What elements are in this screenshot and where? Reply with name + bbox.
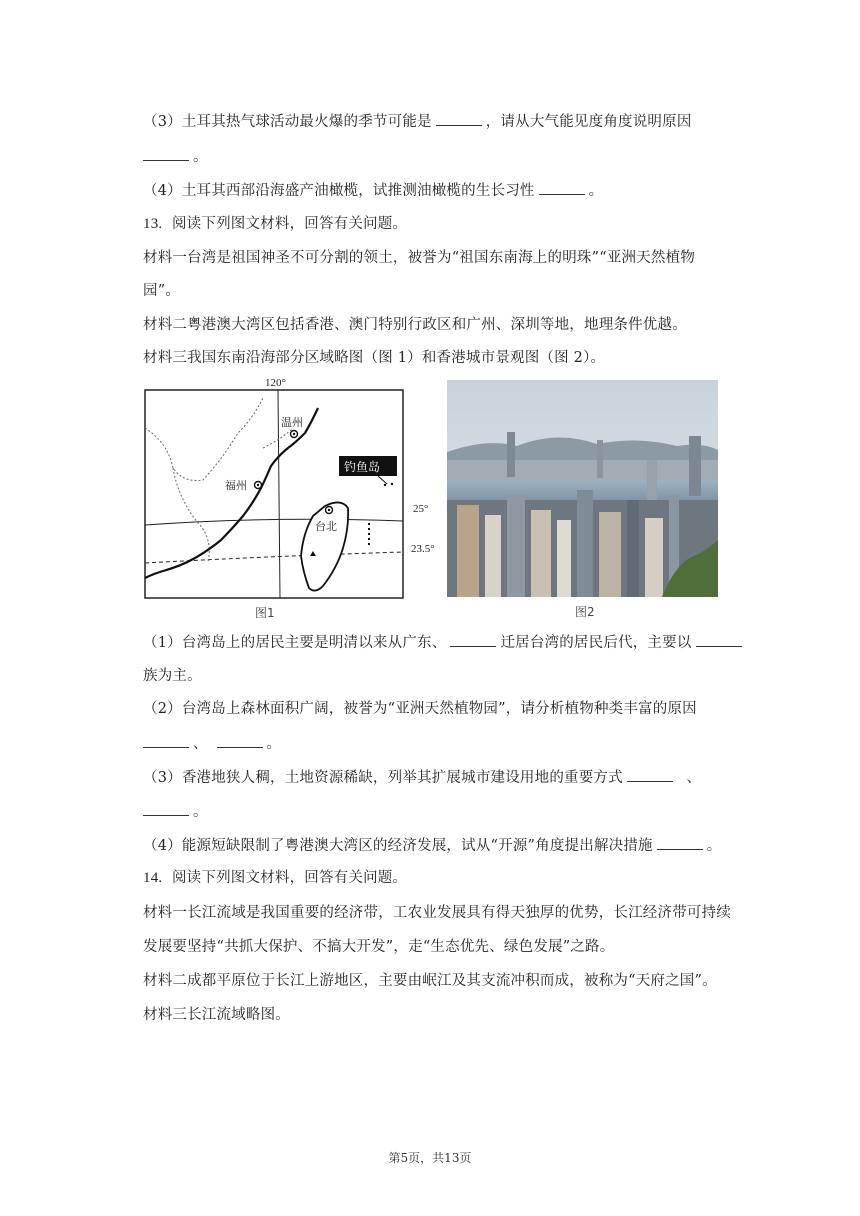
q13-part2-cont: 、 。: [143, 734, 281, 754]
answer-blank[interactable]: [143, 734, 189, 748]
hongkong-skyline-photo: [447, 380, 718, 620]
answer-blank[interactable]: [539, 181, 585, 195]
q13-material1-cont: 园”。: [143, 283, 181, 299]
answer-blank[interactable]: [143, 802, 189, 816]
q13-part2: （2）台湾岛上森林面积广阔，被誉为“亚洲天然植物园”，请分析植物种类丰富的原因: [143, 701, 697, 717]
q13-material1: 材料一台湾是祖国神圣不可分割的领土，被誉为“祖国东南海上的明珠”“亚洲天然植物: [143, 250, 696, 266]
q13-material2: 材料二粤港澳大湾区包括香港、澳门特别行政区和广州、深圳等地，地理条件优越。: [143, 317, 687, 333]
southeast-coast-map: [143, 388, 406, 620]
q12-part3: （3）土耳其热气球活动最火爆的季节可能是 ，请从大气能见度角度说明原因: [143, 114, 692, 130]
q13-part4: （4）能源短缺限制了粤港澳大湾区的经济发展，试从“开源”角度提出解决措施 。: [143, 838, 722, 854]
latitude-235-label: 23.5°: [411, 543, 435, 555]
q13-header: 13. 阅读下列图文材料，回答有关问题。: [143, 216, 408, 232]
q14-material1: 材料一长江流域是我国重要的经济带，工农业发展具有得天独厚的优势，长江经济带可持续: [143, 905, 731, 921]
q12-part4: （4）土耳其西部沿海盛产油橄榄，试推测油橄榄的生长习性 。: [143, 183, 604, 199]
q13-part1-cont: 族为主。: [143, 668, 202, 684]
city-label: 福州: [225, 479, 247, 492]
q14-material3: 材料三长江流域略图。: [143, 1007, 290, 1023]
page-footer: 第5页，共13页: [388, 1151, 472, 1165]
answer-blank[interactable]: [143, 147, 189, 161]
figure-caption: 图2: [575, 605, 595, 619]
answer-blank[interactable]: [657, 836, 703, 850]
q13-material3: 材料三我国东南沿海部分区域略图（图 1）和香港城市景观图（图 2）。: [143, 350, 606, 366]
q12-part3-cont: 。: [143, 147, 208, 167]
figure-caption: 图1: [255, 606, 275, 620]
answer-blank[interactable]: [696, 633, 742, 647]
answer-blank[interactable]: [450, 633, 496, 647]
answer-blank[interactable]: [627, 768, 673, 782]
answer-blank[interactable]: [436, 112, 482, 126]
q13-part1: （1）台湾岛上的居民主要是明清以来从广东、 迁居台湾的居民后代，主要以: [143, 633, 746, 653]
answer-blank[interactable]: [217, 734, 263, 748]
longitude-label-overlay: 120°: [265, 377, 286, 389]
q14-material2: 材料二成都平原位于长江上游地区，主要由岷江及其支流冲积而成，被称为“天府之国”。: [143, 973, 717, 989]
city-label: 温州: [281, 416, 303, 429]
q14-header: 14. 阅读下列图文材料，回答有关问题。: [143, 870, 408, 886]
q13-part3: （3）香港地狭人稠，土地资源稀缺，列举其扩展城市建设用地的重要方式 、: [143, 770, 702, 786]
island-label: 钓鱼岛: [344, 460, 381, 474]
q13-part3-cont: 。: [143, 802, 208, 822]
latitude-25-label: 25°: [413, 503, 429, 515]
city-label: 台北: [315, 520, 337, 533]
q14-material1-cont: 发展要坚持“共抓大保护、不搞大开发”，走“生态优先、绿色发展”之路。: [143, 939, 615, 955]
